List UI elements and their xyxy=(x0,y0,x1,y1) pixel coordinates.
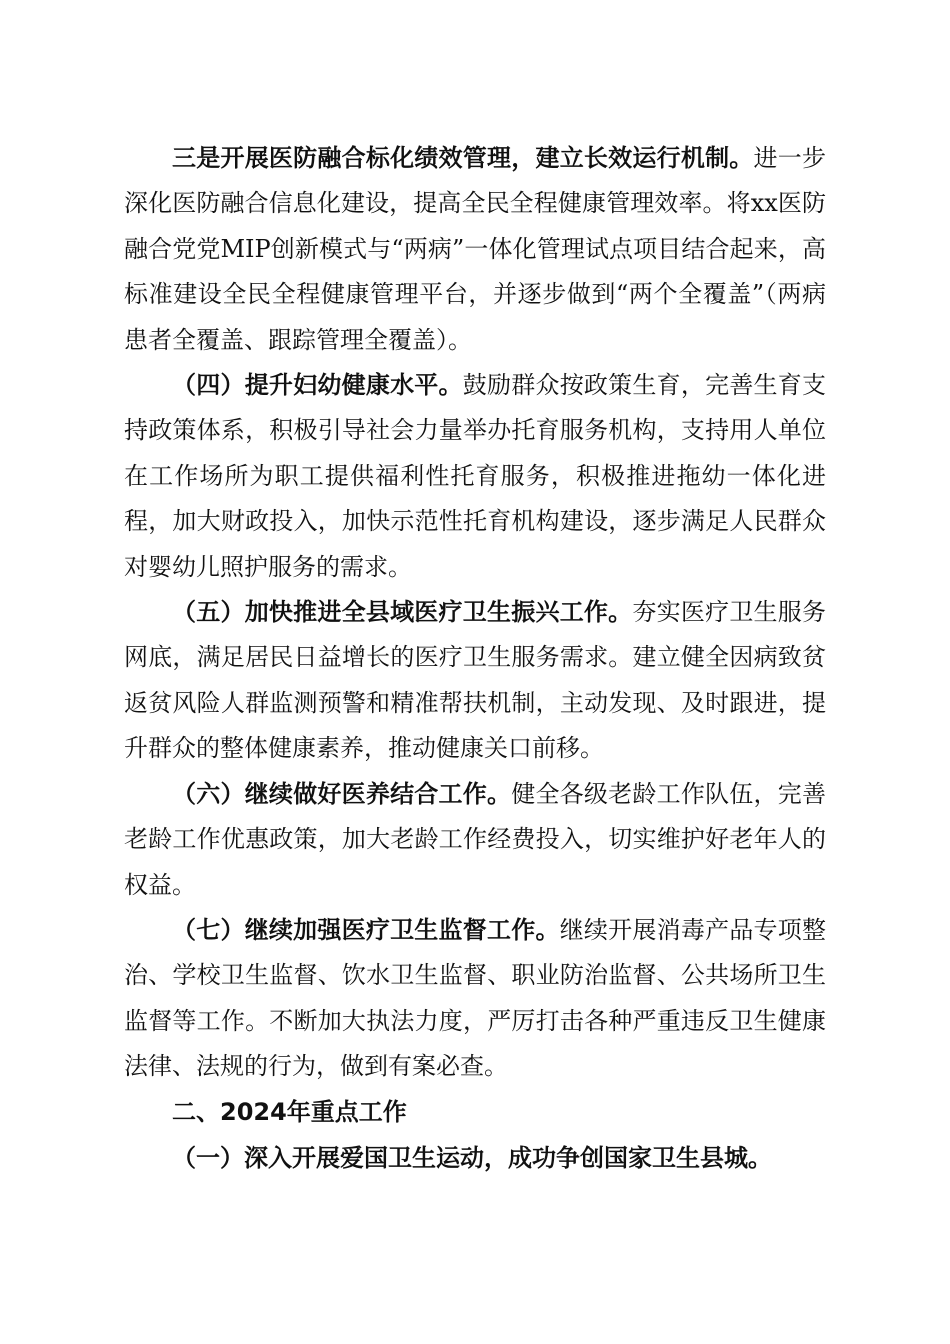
paragraph-text: 鼓励群众按政策生育，完善生育支持政策体系，积极引导社会力量举办托育服务机构，支持用人单位在工作场所为职工提供福利性托育服务，积极推进拖幼一体化进程，加大财政投入，加快示范性托育机构建设，逐步满足人民群众对婴幼儿照护服务的需求。 xyxy=(124,371,827,581)
subsection-heading: （一）深入开展爱国卫生运动，成功争创国家卫生县城。 xyxy=(172,1142,772,1172)
paragraph-lead: （七）继续加强医疗卫生监督工作。 xyxy=(172,915,560,944)
paragraph-health-supervision xyxy=(124,908,826,1090)
paragraph-text: 夯实医疗卫生服务网底，满足居民日益增长的医疗卫生服务需求。建立健全因病致贫返贫风险人群监测预警和精准帮扶机制，主动发现、及时跟进，提升群众的整体健康素养，推动健康关口前移。 xyxy=(124,598,827,763)
paragraph-lead: 三是开展医防融合标化绩效管理，建立长效运行机制。 xyxy=(172,144,754,172)
paragraph-lead: （五）加快推进全县域医疗卫生振兴工作。 xyxy=(172,598,633,627)
paragraph-maternal-child-health xyxy=(124,363,826,590)
document-body xyxy=(124,136,826,1180)
paragraph-text: 健全各级老龄工作队伍，完善老龄工作优惠政策，加大老龄工作经费投入，切实维护好老年人的权益。 xyxy=(124,779,827,899)
paragraph-lead: （六）继续做好医养结合工作。 xyxy=(172,779,512,808)
paragraph-medical-prevention-integration xyxy=(124,136,826,363)
section-heading: 二、2024年重点工作 xyxy=(172,1097,407,1126)
paragraph-medical-elderly-care xyxy=(124,772,826,908)
paragraph-text: 进一步深化医防融合信息化建设，提高全民全程健康管理效率。将xx医防融合党党MIP创新模式与“两病”一体化管理试点项目结合起来，高标准建设全民全程健康管理平台，并逐步做到“两个全覆盖”（两病患者全覆盖、跟踪管理全覆盖）。 xyxy=(124,144,827,354)
paragraph-lead: （四）提升妇幼健康水平。 xyxy=(172,371,463,400)
paragraph-text: 继续开展消毒产品专项整治、学校卫生监督、饮水卫生监督、职业防治监督、公共场所卫生监督等工作。不断加大执法力度，严厉打击各种严重违反卫生健康法律、法规的行为，做到有案必查。 xyxy=(124,915,827,1081)
paragraph-county-health-revitalization xyxy=(124,590,826,772)
